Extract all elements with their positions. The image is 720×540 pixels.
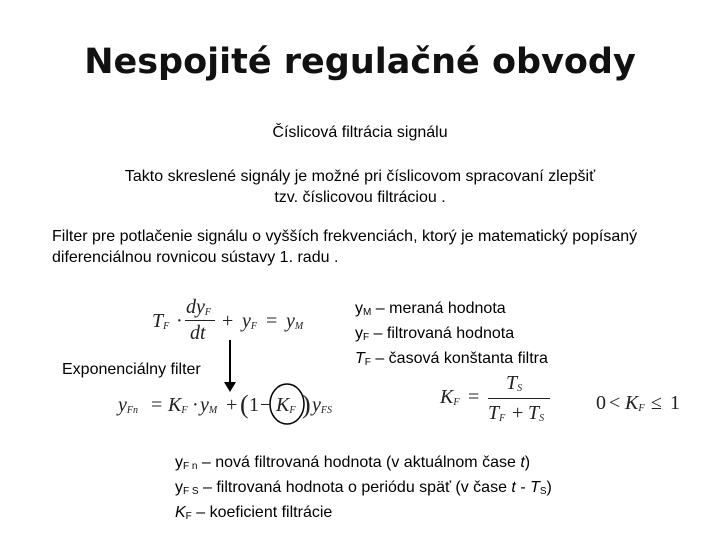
eq-exp-equals: = <box>151 394 163 416</box>
eq-diff-plus: + <box>222 310 234 332</box>
eq-diff-dot: · <box>176 310 183 332</box>
eq-exp-KF: $K_F$ <box>168 394 188 416</box>
eq-diff-yF: $y_F$ <box>242 310 257 332</box>
eq-diff-equals: = <box>266 310 278 332</box>
eq-k-den-TF: $T_F$ <box>488 402 506 424</box>
range-le: ≤ <box>651 392 662 414</box>
eq-k-numerator: $T_S$ <box>506 372 523 394</box>
range-zero: 0 <box>596 392 606 414</box>
eq-k-den-TS: $T_S$ <box>528 402 545 424</box>
eq-k-equals: = <box>468 386 480 408</box>
range-lt: < <box>609 392 621 414</box>
eq-exp-dot: · <box>192 394 199 416</box>
legend-item: $y_{F S}$ – filtrovaná hodnota o periódu späť (v čase t - $T_S$) <box>175 479 552 497</box>
range-KF: $K_F$ <box>625 392 645 414</box>
filter-line-1: Filter pre potlačenie signálu o vyšších frekvenciách, ktorý je matematický popísaný <box>52 228 638 245</box>
eq-exp-lparen: ( <box>240 390 249 419</box>
legend-item: $y_{F n}$ – nová filtrovaná hodnota (v aktuálnom čase t) <box>175 454 531 472</box>
variable-legend-bottom <box>175 452 715 527</box>
exponential-filter-label: Exponenciálny filter <box>62 361 201 378</box>
fraction-line <box>488 398 550 399</box>
range-one: 1 <box>670 392 680 414</box>
eq-diff-T: $T_F$ <box>152 310 170 332</box>
eq-exp-yFn: $y_{Fn}$ <box>118 394 138 416</box>
eq-exp-yM: $y_M$ <box>200 394 218 416</box>
eq-k-den-plus: + <box>512 402 524 424</box>
eq-exp-rparen: ) <box>302 390 311 419</box>
eq-diff-numerator: $dy_F$ <box>186 296 211 318</box>
intro-line-2: tzv. číslicovou filtráciou . <box>274 189 446 206</box>
eq-exp-one: 1 <box>249 394 259 416</box>
legend-item: $T_F$ – časová konštanta filtra <box>355 350 548 368</box>
coefficient-range <box>596 389 696 417</box>
eq-exp-yFS: $y_{FS}$ <box>312 394 332 416</box>
legend-item: $y_F$ – filtrovaná hodnota <box>355 325 515 343</box>
coefficient-equation <box>440 372 560 432</box>
section-subtitle: Číslicová filtrácia signálu <box>272 124 448 141</box>
eq-exp-KF2: $K_F$ <box>276 394 296 416</box>
eq-diff-denominator: dt <box>190 322 206 344</box>
eq-k-KF: $K_F$ <box>440 386 460 408</box>
filter-line-2: diferenciálnou rovnicou sústavy 1. radu . <box>52 249 339 266</box>
eq-diff-yM: $y_M$ <box>286 310 304 332</box>
eq-exp-minus: − <box>260 394 272 416</box>
legend-item: $K_F$ – koeficient filtrácie <box>175 504 333 522</box>
page-title: Nespojité regulačné obvody <box>84 42 636 82</box>
intro-line-1: Takto skreslené signály je možné pri číslicovom spracovaní zlepšiť <box>124 168 596 185</box>
eq-exp-plus: + <box>226 394 238 416</box>
legend-item: $y_M$ – meraná hodnota <box>355 300 506 318</box>
exponential-filter-equation <box>118 390 348 420</box>
